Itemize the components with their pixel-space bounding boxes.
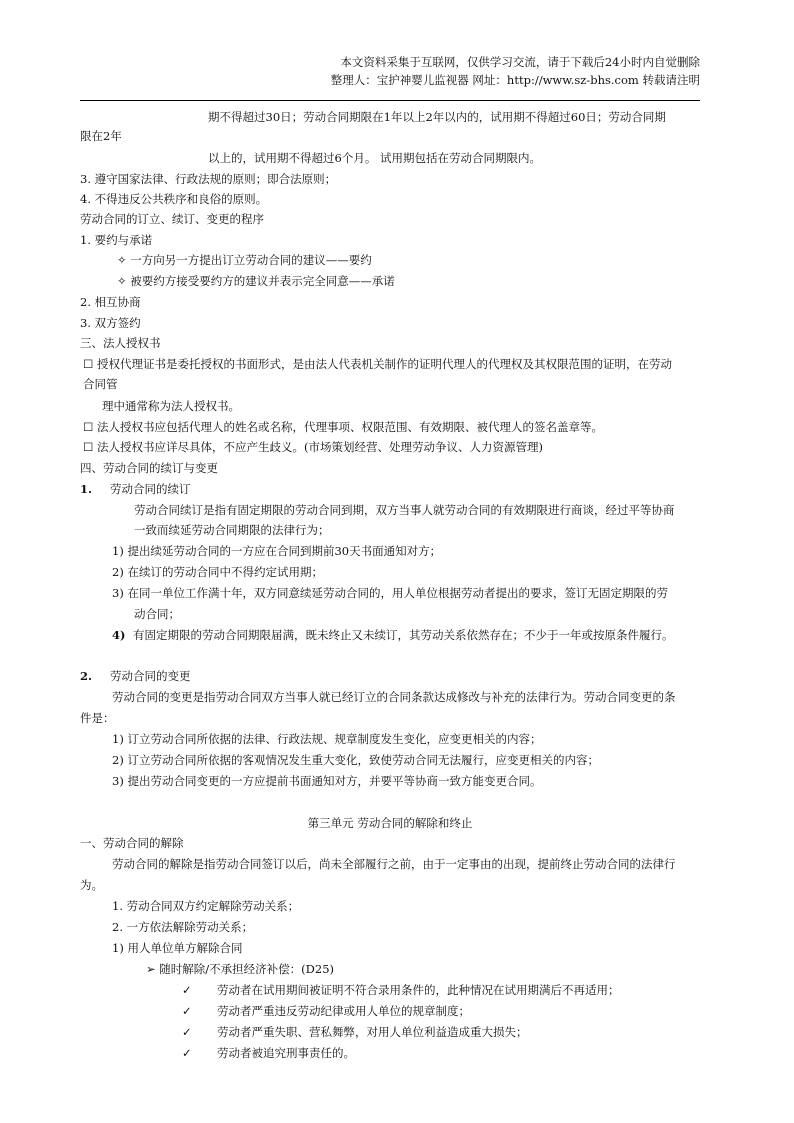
- list-item: 2) 订立劳动合同所依据的客观情况发生重大变化，致使劳动合同无法履行，应变更相关的内容；: [112, 753, 599, 767]
- list-item: 1. 劳动合同双方约定解除劳动关系；: [112, 899, 300, 913]
- section-heading: 四、劳动合同的续订与变更: [80, 461, 218, 475]
- check-icon: ✓: [182, 1004, 192, 1018]
- text-line: 期不得超过30日；劳动合同期限在1年以上2年以内的，试用期不得超过60日；劳动合同期: [208, 110, 666, 124]
- header-line-1: 本文资料采集于互联网，仅供学习交流，请于下载后24小时内自觉删除: [340, 55, 700, 69]
- text-line: 动合同；: [134, 607, 180, 621]
- section-heading: 三、法人授权书: [80, 336, 161, 350]
- list-item: ➢ 随时解除/不承担经济补偿：(D25): [146, 962, 334, 976]
- text-line: 3. 遵守国家法律、行政法规的原则；即合法原则；: [80, 172, 337, 186]
- paragraph-line: 劳动合同续订是指有固定期限的劳动合同到期，双方当事人就劳动合同的有效期限进行商谈，经过平等协商: [134, 503, 675, 517]
- paragraph-line: 劳动合同的解除是指劳动合同签订以后，尚未全部履行之前，由于一定事由的出现，提前终止劳动合同的法律行: [112, 857, 676, 871]
- section-heading: 一、劳动合同的解除: [80, 836, 184, 850]
- list-item: 2. 一方依法解除劳动关系；: [112, 920, 254, 934]
- list-item: 3) 提出劳动合同变更的一方应提前书面通知对方，并要平等协商一致方能变更合同。: [112, 774, 542, 788]
- check-icon: ✓: [182, 983, 192, 997]
- list-item: 劳动者严重违反劳动纪律或用人单位的规章制度；: [217, 1004, 470, 1018]
- list-number: 1.: [80, 482, 93, 496]
- text-line: 为。: [80, 878, 103, 892]
- checkbox-item: ☐ 法人授权书应详尽具体，不应产生歧义。(市场策划经营、处理劳动争议、人力资源管理): [83, 440, 543, 454]
- list-item: 1) 用人单位单方解除合同: [112, 941, 243, 955]
- list-item: 1. 要约与承诺: [80, 233, 153, 247]
- text-line: 件是：: [80, 711, 115, 725]
- unit-title: 第三单元 劳动合同的解除和终止: [307, 816, 473, 830]
- list-item: 2) 在续订的劳动合同中不得约定试用期；: [112, 565, 323, 579]
- list-item: 1) 提出续延劳动合同的一方应在合同到期前30天书面通知对方；: [112, 544, 442, 558]
- list-item: 3. 双方签约: [80, 316, 141, 330]
- check-icon: ✓: [182, 1025, 192, 1039]
- list-item: 劳动者严重失职、营私舞弊，对用人单位利益造成重大损失；: [217, 1025, 528, 1039]
- list-item: 1) 订立劳动合同所依据的法律、行政法规、规章制度发生变化，应变更相关的内容；: [112, 732, 542, 746]
- list-item: ✧ 被要约方接受要约方的建议并表示完全同意——承诺: [117, 274, 395, 288]
- paragraph-line: 一致而续延劳动合同期限的法律行为；: [134, 523, 330, 537]
- list-item: 劳动者被追究刑事责任的。: [217, 1046, 355, 1060]
- text-line: 理中通常称为法人授权书。: [102, 399, 240, 413]
- list-item: 劳动者在试用期间被证明不符合录用条件的，此种情况在试用期满后不再适用；: [217, 983, 620, 997]
- list-item: 3) 在同一单位工作满十年，双方同意续延劳动合同的，用人单位根据劳动者提出的要求，签订无固定期限的劳: [112, 586, 668, 600]
- list-number: 2.: [80, 669, 93, 683]
- list-item: 2. 相互协商: [80, 295, 141, 309]
- section-heading: 劳动合同的订立、续订、变更的程序: [80, 212, 264, 226]
- subsection-heading: 劳动合同的续订: [110, 482, 191, 496]
- subsection-heading: 劳动合同的变更: [110, 669, 191, 683]
- text-line: 以上的，试用期不得超过6个月。 试用期包括在劳动合同期限内。: [208, 151, 541, 165]
- list-item: 有固定期限的劳动合同期限届满，既未终止又未续订，其劳动关系依然存在；不少于一年或按原条件履行。: [133, 628, 674, 642]
- check-icon: ✓: [182, 1046, 192, 1060]
- checkbox-item: ☐ 授权代理证书是委托授权的书面形式，是由法人代表机关制作的证明代理人的代理权及其权限范围的证明，在劳动: [83, 357, 672, 371]
- list-number: 4): [112, 628, 126, 642]
- paragraph-line: 劳动合同的变更是指劳动合同双方当事人就已经订立的合同条款达成修改与补充的法律行为。劳动合同变更的条: [112, 690, 676, 704]
- header-line-2: 整理人：宝护神婴儿监视器 网址：http://www.sz-bhs.com 转载请注明: [330, 73, 700, 87]
- text-line: 合同管: [83, 377, 118, 391]
- checkbox-item: ☐ 法人授权书应包括代理人的姓名或名称，代理事项、权限范围、有效期限、被代理人的签名盖章等。: [83, 420, 603, 434]
- text-line: 4. 不得违反公共秩序和良俗的原则。: [80, 192, 268, 206]
- list-item: ✧ 一方向另一方提出订立劳动合同的建议——要约: [117, 253, 372, 267]
- header-divider: [80, 100, 700, 101]
- text-line: 限在2年: [80, 129, 122, 143]
